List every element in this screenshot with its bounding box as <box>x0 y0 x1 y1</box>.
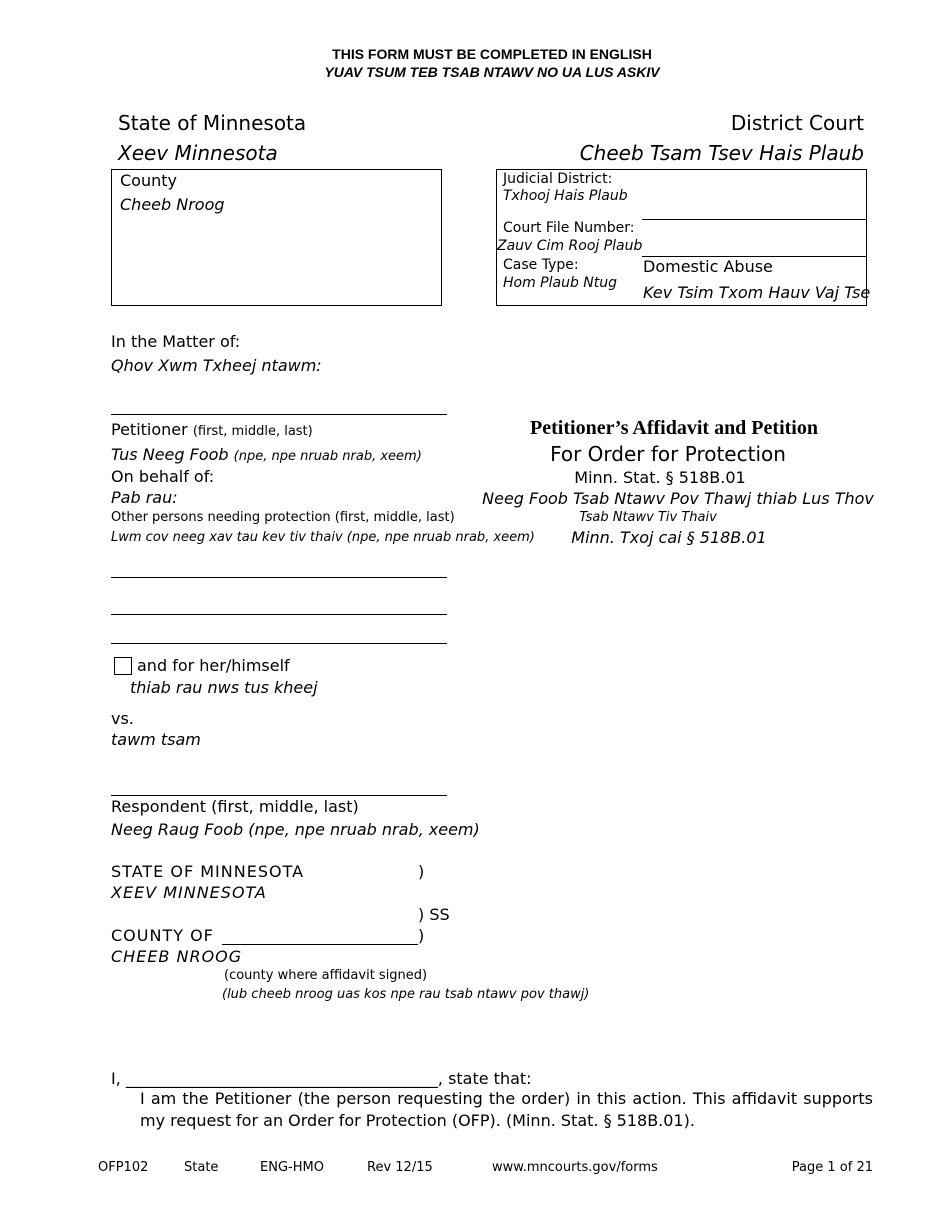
state-name-hmong: Xeev Minnesota <box>118 141 278 165</box>
english-notice: THIS FORM MUST BE COMPLETED IN ENGLISH <box>332 46 652 62</box>
state-name: State of Minnesota <box>118 111 307 135</box>
venue-state: STATE OF MINNESOTA <box>111 862 305 881</box>
judicial-district-label-hmong: Txhooj Hais Plaub <box>503 188 628 204</box>
judicial-district-label: Judicial District: <box>503 171 613 187</box>
form-subtitle-hmong: Tsab Ntawv Tiv Thaiv <box>579 510 717 525</box>
venue-county-hint-hmong: (lub cheeb nroog uas kos npe rau tsab ntawv pov thawj) <box>222 987 590 1002</box>
matter-label: In the Matter of: <box>111 332 241 351</box>
self-checkbox-label-hmong: thiab rau nws tus kheej <box>130 678 318 697</box>
form-title-hmong: Neeg Foob Tsab Ntawv Pov Thawj thiab Lus Thov <box>482 489 874 508</box>
footer-website[interactable]: www.mncourts.gov/forms <box>492 1160 658 1175</box>
other-person-line-3[interactable] <box>111 643 447 644</box>
footer-form-id: OFP102 <box>98 1160 149 1175</box>
venue-county-hmong: CHEEB NROOG <box>111 947 243 966</box>
judicial-district-field[interactable] <box>643 180 863 214</box>
case-type-value: Domestic Abuse <box>643 257 773 276</box>
other-persons-label: Other persons needing protection (first, middle, last) <box>111 510 455 525</box>
respondent-label: Respondent (first, middle, last) <box>111 797 359 816</box>
footer-language: ENG-HMO <box>260 1160 324 1175</box>
on-behalf-label: On behalf of: <box>111 467 215 486</box>
county-label-hmong: Cheeb Nroog <box>120 195 225 214</box>
petitioner-name-line[interactable] <box>111 414 447 415</box>
statement-intro: I, _______________________________________, state that: <box>111 1069 532 1088</box>
court-file-label: Court File Number: <box>503 220 635 236</box>
footer-page: Page 1 of 21 <box>791 1160 873 1175</box>
case-type-label-hmong: Hom Plaub Ntug <box>503 275 618 291</box>
other-person-line-2[interactable] <box>111 614 447 615</box>
venue-ss: ) SS <box>418 905 450 924</box>
petitioner-hint: (first, middle, last) <box>192 424 313 439</box>
other-persons-label-hmong: Lwm cov neeg xav tau kev tiv thaiv (npe, npe nruab nrab, xeem) <box>111 530 535 545</box>
vs-label-hmong: tawm tsam <box>111 730 201 749</box>
venue-county-hint: (county where affidavit signed) <box>224 968 428 983</box>
court-file-field[interactable] <box>643 222 863 254</box>
vs-label: vs. <box>111 709 134 728</box>
form-title: Petitioner’s Affidavit and Petition <box>530 417 818 439</box>
venue-state-hmong: XEEV MINNESOTA <box>111 883 267 902</box>
petitioner-label: Petitioner (first, middle, last) <box>111 420 313 439</box>
judicial-district-line <box>642 219 867 220</box>
other-person-line-1[interactable] <box>111 577 447 578</box>
respondent-name-line[interactable] <box>111 795 447 796</box>
venue-county: COUNTY OF <box>111 926 214 945</box>
footer-revision: Rev 12/15 <box>367 1160 433 1175</box>
venue-paren-bottom: ) <box>418 926 425 945</box>
petitioner-hint-hmong: (npe, npe nruab nrab, xeem) <box>233 449 422 464</box>
district-court: District Court <box>730 111 864 135</box>
respondent-label-hmong: Neeg Raug Foob (npe, npe nruab nrab, xeem) <box>111 820 480 839</box>
venue-paren-top: ) <box>418 862 425 881</box>
petitioner-label-hmong: Tus Neeg Foob (npe, npe nruab nrab, xeem) <box>111 445 422 464</box>
self-checkbox[interactable] <box>114 657 132 675</box>
venue-county-line[interactable] <box>222 944 418 945</box>
on-behalf-label-hmong: Pab rau: <box>111 488 178 507</box>
case-type-value-hmong: Kev Tsim Txom Hauv Vaj Tse <box>643 283 871 302</box>
hmong-notice: YUAV TSUM TEB TSAB NTAWV NO UA LUS ASKIV <box>324 64 660 80</box>
district-court-hmong: Cheeb Tsam Tsev Hais Plaub <box>579 141 864 165</box>
matter-label-hmong: Qhov Xwm Txheej ntawm: <box>111 356 322 375</box>
form-subtitle: For Order for Protection <box>550 442 786 466</box>
statement-body: I am the Petitioner (the person requesting the order) in this action. This affidavit supports my request for an Order for Protection (OFP). (Minn. Stat. § 518B.01). <box>140 1089 873 1130</box>
form-statute: Minn. Stat. § 518B.01 <box>574 468 746 487</box>
self-checkbox-label: and for her/himself <box>137 656 290 675</box>
footer-state: State <box>184 1160 219 1175</box>
county-label: County <box>120 171 177 190</box>
form-statute-hmong: Minn. Txoj cai § 518B.01 <box>571 528 767 547</box>
case-type-label: Case Type: <box>503 257 579 273</box>
court-file-label-hmong: Zauv Cim Rooj Plaub <box>497 238 643 254</box>
